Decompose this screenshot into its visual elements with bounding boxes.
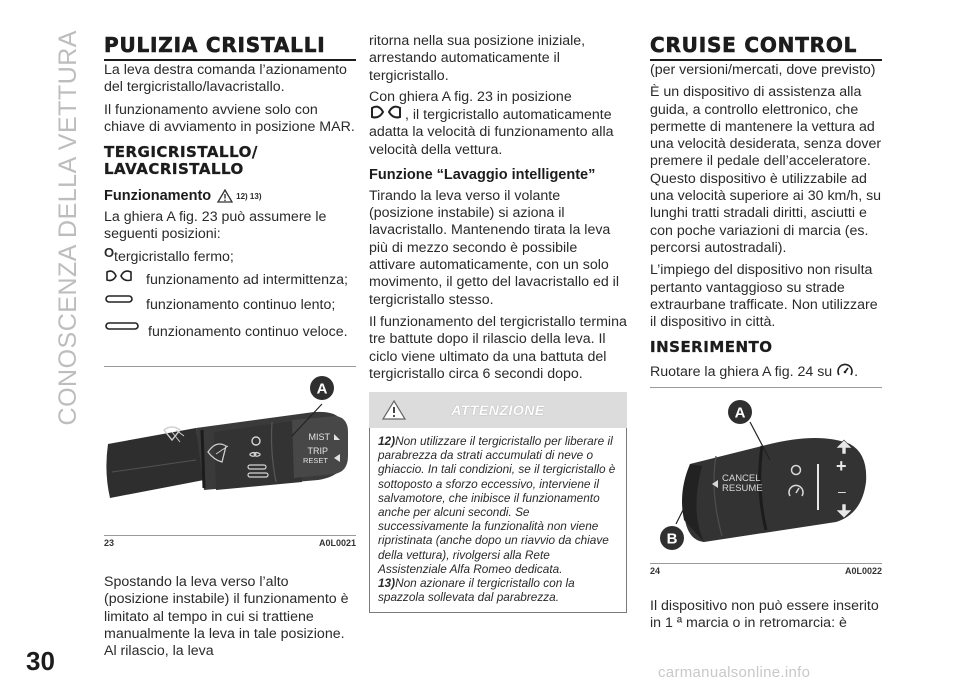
position-label: tergicristallo fermo; <box>114 248 234 265</box>
figure-bottom-rule <box>104 535 356 536</box>
mar-paragraph: Il funzionamento avviene solo con chiave di avviamento in posizione MAR. <box>104 101 355 135</box>
ghiera-paragraph: La ghiera A fig. 23 può assumere le seguenti posizioni: <box>104 209 327 243</box>
figure-code: A0L0021 <box>318 538 356 548</box>
plus-label: + <box>836 456 847 476</box>
callout-a: A <box>316 380 328 398</box>
gear-restriction-paragraph: Il dispositivo non può essere inserito in 1 ª marcia o in retromarcia: è <box>650 598 879 632</box>
lavaggio-paragraph: Tirando la leva verso il volante (posizione instabile) si aziona il lavacristallo. Mantenendo tirata la leva più di mezzo secondo è possibile attivare automaticamente, con un solo movimento, il getto del lavacristallo ed il tergicristallo stesso. <box>369 187 619 308</box>
position-label: funzionamento continuo veloce. <box>148 323 348 340</box>
slow-wiper-icon <box>104 293 134 305</box>
figure-bottom-rule <box>650 563 882 564</box>
watermark: carmanualsonline.info <box>658 664 811 681</box>
reset-label: RESET <box>302 456 328 465</box>
subtitle-inserimento: INSERIMENTO <box>650 338 773 357</box>
list-item <box>104 324 356 341</box>
callout-a: A <box>734 404 746 422</box>
subtitle-tergicristallo: TERGICRISTALLO/ LAVACRISTALLO <box>104 143 258 179</box>
lavaggio-heading: Funzione “Lavaggio intelligente” <box>369 166 596 183</box>
list-item <box>104 244 356 266</box>
warning-item: 13)Non azionare il tergicristallo con la spazzola sollevata dal parabrezza. <box>378 576 575 605</box>
cruise-stalk-figure <box>650 392 882 560</box>
warning-title: ATTENZIONE <box>451 402 545 418</box>
wiper-stalk-figure <box>104 372 356 532</box>
cruise-description: È un dispositivo di assistenza alla guida, a controllo elettronico, che permette di mantenere la vettura ad una velocità desiderata, senza dover premere il pedale dell’acceleratore. Questo dispositivo è utilizzabile ad una velocità superiore ai 30 km/h, su lunghi tratti stradali diritti, asciutti e con poche variazioni di marcia (es. percorsi autostradali). <box>650 84 882 256</box>
page-number: 30 <box>26 646 55 676</box>
funzionamento-heading-row <box>104 188 356 204</box>
warning-refs: 12) 13) <box>236 191 262 201</box>
versions-note: (per versioni/mercati, dove previsto) <box>650 62 876 78</box>
figure-top-rule <box>650 387 882 388</box>
warning-item: 12)Non utilizzare il tergicristallo per liberare il parabrezza da strati accumulati di neve o ghiaccio. In tali condizioni, se il tergicristallo è sottoposto a sforzo eccessivo, interviene il salvamotore, che inibisce il funzionamento anche per alcuni secondi. Se successivamente la funzionalità non viene ripristinata (anche dopo un riavvio da chiave della vettura), rivolgersi alla Rete Assistenziale Alfa Romeo dedicata. <box>378 434 616 576</box>
trip-label: TRIP <box>307 446 328 456</box>
speedometer-icon <box>836 363 854 379</box>
position-label: funzionamento continuo lento; <box>146 296 336 313</box>
intro-paragraph: La leva destra comanda l’azionamento del tergicristallo/lavacristallo. <box>104 62 347 96</box>
wiper-stop-paragraph: Il funzionamento del tergicristallo termina tre battute dopo il rilascio della leva. Il ciclo viene ultimato da una battuta del tergicristallo circa 6 secondi dopo. <box>369 313 627 382</box>
figure-number: 23 <box>104 538 115 548</box>
cruise-usage-note: L’impiego del dispositivo non risulta pertanto vantaggioso su strade extraurbane trafficate. Non utilizzare il dispositivo in città. <box>650 262 878 331</box>
position-label: funzionamento ad intermittenza; <box>146 271 348 288</box>
auto-wiper-icon <box>369 103 403 121</box>
figure-number: 24 <box>650 566 661 576</box>
cancel-label: CANCEL <box>722 473 761 484</box>
funzionamento-heading: Funzionamento <box>104 188 212 205</box>
chapter-side-title: CONOSCENZA DELLA VETTURA <box>54 30 82 426</box>
lever-return-paragraph: ritorna nella sua posizione iniziale, arrestando automaticamente il tergicristallo. <box>369 33 586 84</box>
warning-body <box>369 428 627 613</box>
mist-label: MIST <box>308 432 330 442</box>
figure-code: A0L0022 <box>844 566 882 576</box>
o-off-icon: O <box>104 244 115 260</box>
section-title-cruise: CRUISE CONTROL <box>650 33 882 61</box>
warning-triangle-icon <box>217 189 233 203</box>
intermittent-wiper-icon <box>104 268 134 284</box>
figure-top-rule <box>104 366 356 367</box>
list-item <box>104 297 356 314</box>
list-item <box>104 272 356 289</box>
inserimento-paragraph: Ruotare la ghiera A fig. 24 su . <box>650 364 859 381</box>
fast-wiper-icon <box>104 320 140 332</box>
auto-wiper-paragraph: Con ghiera A fig. 23 in posizione , il tergicristallo automaticamente adatta la velocità di funzionamento alla velocità della vettura. <box>369 88 614 158</box>
lever-up-paragraph: Spostando la leva verso l’alto (posizione instabile) il funzionamento è limitato al tempo in cui si trattiene manualmente la leva in tale posizione. Al rilascio, la leva <box>104 574 349 660</box>
warning-box <box>369 392 627 613</box>
wiper-positions-list <box>104 244 356 341</box>
resume-label: RESUME <box>722 483 763 494</box>
warning-header <box>369 392 627 428</box>
section-title-pulizia: PULIZIA CRISTALLI <box>104 33 356 61</box>
minus-label: – <box>838 483 846 499</box>
callout-b: B <box>666 530 678 548</box>
